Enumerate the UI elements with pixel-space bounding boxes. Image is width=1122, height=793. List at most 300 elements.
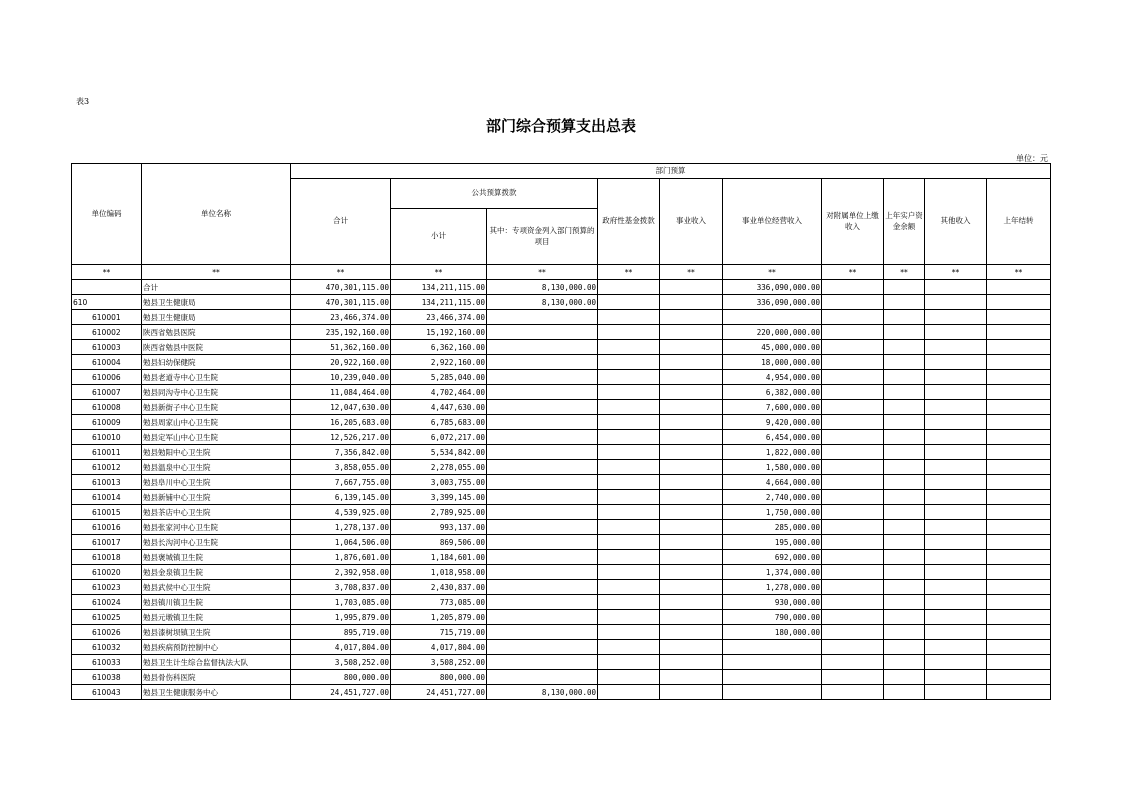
operating-income-cell: 336,090,000.00	[723, 295, 822, 310]
table-row	[72, 640, 1051, 655]
total-cell: 3,708,837.00	[291, 580, 391, 595]
operating-income-cell: 6,382,000.00	[723, 385, 822, 400]
gov-fund-cell	[598, 475, 660, 490]
operating-income-cell: 790,000.00	[723, 610, 822, 625]
operating-income-cell: 1,750,000.00	[723, 505, 822, 520]
prior-balance-cell	[884, 550, 925, 565]
carryover-cell	[987, 490, 1051, 505]
gov-fund-cell	[598, 685, 660, 700]
business-income-cell	[660, 310, 723, 325]
subtotal-cell: 1,205,879.00	[391, 610, 487, 625]
subtotal-cell: 6,072,217.00	[391, 430, 487, 445]
total-cell: 470,301,115.00	[291, 295, 391, 310]
gov-fund-cell	[598, 400, 660, 415]
special-funds-cell	[487, 625, 598, 640]
gov-fund-cell	[598, 610, 660, 625]
business-income-cell	[660, 355, 723, 370]
unit-name-cell: 陕西省勉县中医院	[142, 340, 291, 355]
other-income-cell	[925, 280, 987, 295]
marker-cell: **	[142, 265, 291, 280]
special-funds-cell	[487, 670, 598, 685]
table-row	[72, 340, 1051, 355]
marker-cell: **	[884, 265, 925, 280]
subtotal-cell: 3,003,755.00	[391, 475, 487, 490]
business-income-cell	[660, 490, 723, 505]
operating-income-cell: 285,000.00	[723, 520, 822, 535]
subtotal-cell: 800,000.00	[391, 670, 487, 685]
other-income-cell	[925, 520, 987, 535]
carryover-cell	[987, 430, 1051, 445]
unit-code-cell: 610016	[72, 520, 142, 535]
subtotal-cell: 6,785,683.00	[391, 415, 487, 430]
operating-income-cell: 7,600,000.00	[723, 400, 822, 415]
header-special-funds: 其中：专项资金列入部门预算的项目	[487, 209, 598, 265]
other-income-cell	[925, 580, 987, 595]
unit-name-cell: 勉县褒城镇卫生院	[142, 550, 291, 565]
other-income-cell	[925, 475, 987, 490]
affiliated-income-cell	[822, 310, 884, 325]
carryover-cell	[987, 325, 1051, 340]
table-row	[72, 490, 1051, 505]
header-business-income: 事业收入	[660, 179, 723, 265]
gov-fund-cell	[598, 670, 660, 685]
gov-fund-cell	[598, 550, 660, 565]
prior-balance-cell	[884, 355, 925, 370]
carryover-cell	[987, 415, 1051, 430]
business-income-cell	[660, 280, 723, 295]
business-income-cell	[660, 445, 723, 460]
subtotal-cell: 4,017,804.00	[391, 640, 487, 655]
marker-cell: **	[723, 265, 822, 280]
business-income-cell	[660, 460, 723, 475]
total-cell: 1,703,085.00	[291, 595, 391, 610]
table-row	[72, 310, 1051, 325]
special-funds-cell	[487, 565, 598, 580]
business-income-cell	[660, 580, 723, 595]
affiliated-income-cell	[822, 655, 884, 670]
special-funds-cell: 8,130,000.00	[487, 280, 598, 295]
table-row	[72, 460, 1051, 475]
total-cell: 470,301,115.00	[291, 280, 391, 295]
other-income-cell	[925, 355, 987, 370]
unit-code-cell: 610006	[72, 370, 142, 385]
affiliated-income-cell	[822, 445, 884, 460]
gov-fund-cell	[598, 325, 660, 340]
operating-income-cell: 18,000,000.00	[723, 355, 822, 370]
other-income-cell	[925, 535, 987, 550]
unit-code-cell: 610001	[72, 310, 142, 325]
unit-name-cell: 勉县金泉镇卫生院	[142, 565, 291, 580]
prior-balance-cell	[884, 640, 925, 655]
prior-balance-cell	[884, 670, 925, 685]
subtotal-cell: 1,184,601.00	[391, 550, 487, 565]
other-income-cell	[925, 610, 987, 625]
operating-income-cell	[723, 685, 822, 700]
subtotal-cell: 134,211,115.00	[391, 295, 487, 310]
prior-balance-cell	[884, 655, 925, 670]
header-subtotal: 小计	[391, 209, 487, 265]
unit-label: 单位：元	[1016, 154, 1048, 163]
special-funds-cell	[487, 370, 598, 385]
table-row	[72, 655, 1051, 670]
table-row	[72, 625, 1051, 640]
other-income-cell	[925, 445, 987, 460]
total-cell: 12,526,217.00	[291, 430, 391, 445]
unit-code-cell: 610	[72, 295, 142, 310]
operating-income-cell: 1,822,000.00	[723, 445, 822, 460]
table-row	[72, 355, 1051, 370]
affiliated-income-cell	[822, 580, 884, 595]
operating-income-cell: 9,420,000.00	[723, 415, 822, 430]
total-cell: 11,084,464.00	[291, 385, 391, 400]
subtotal-cell: 869,506.00	[391, 535, 487, 550]
operating-income-cell: 336,090,000.00	[723, 280, 822, 295]
prior-balance-cell	[884, 310, 925, 325]
gov-fund-cell	[598, 295, 660, 310]
other-income-cell	[925, 670, 987, 685]
total-cell: 4,539,925.00	[291, 505, 391, 520]
subtotal-cell: 24,451,727.00	[391, 685, 487, 700]
carryover-cell	[987, 310, 1051, 325]
unit-name-cell: 勉县妇幼保健院	[142, 355, 291, 370]
total-cell: 7,667,755.00	[291, 475, 391, 490]
gov-fund-cell	[598, 505, 660, 520]
operating-income-cell: 1,374,000.00	[723, 565, 822, 580]
carryover-cell	[987, 685, 1051, 700]
unit-code-cell	[72, 280, 142, 295]
subtotal-cell: 2,922,160.00	[391, 355, 487, 370]
operating-income-cell: 180,000.00	[723, 625, 822, 640]
marker-cell: **	[822, 265, 884, 280]
table-row	[72, 505, 1051, 520]
gov-fund-cell	[598, 340, 660, 355]
unit-name-cell: 勉县卫生健康局	[142, 295, 291, 310]
other-income-cell	[925, 340, 987, 355]
operating-income-cell: 2,740,000.00	[723, 490, 822, 505]
gov-fund-cell	[598, 655, 660, 670]
unit-code-cell: 610024	[72, 595, 142, 610]
total-cell: 6,139,145.00	[291, 490, 391, 505]
table-row	[72, 430, 1051, 445]
unit-code-cell: 610032	[72, 640, 142, 655]
unit-name-cell: 勉县新街子中心卫生院	[142, 400, 291, 415]
unit-name-cell: 勉县元墩镇卫生院	[142, 610, 291, 625]
carryover-cell	[987, 400, 1051, 415]
unit-name-cell: 陕西省勉县医院	[142, 325, 291, 340]
affiliated-income-cell	[822, 685, 884, 700]
unit-code-cell: 610011	[72, 445, 142, 460]
total-cell: 20,922,160.00	[291, 355, 391, 370]
unit-code-cell: 610014	[72, 490, 142, 505]
table-row	[72, 535, 1051, 550]
carryover-cell	[987, 655, 1051, 670]
special-funds-cell: 8,130,000.00	[487, 685, 598, 700]
budget-table	[71, 163, 1051, 700]
special-funds-cell: 8,130,000.00	[487, 295, 598, 310]
unit-code-cell: 610010	[72, 430, 142, 445]
table-header	[72, 164, 1051, 265]
carryover-cell	[987, 460, 1051, 475]
marker-cell: **	[987, 265, 1051, 280]
carryover-cell	[987, 565, 1051, 580]
business-income-cell	[660, 535, 723, 550]
affiliated-income-cell	[822, 535, 884, 550]
gov-fund-cell	[598, 445, 660, 460]
gov-fund-cell	[598, 565, 660, 580]
other-income-cell	[925, 295, 987, 310]
unit-code-cell: 610018	[72, 550, 142, 565]
total-cell: 10,239,040.00	[291, 370, 391, 385]
prior-balance-cell	[884, 280, 925, 295]
marker-cell: **	[598, 265, 660, 280]
affiliated-income-cell	[822, 430, 884, 445]
total-cell: 12,047,630.00	[291, 400, 391, 415]
total-cell: 1,995,879.00	[291, 610, 391, 625]
unit-code-cell: 610009	[72, 415, 142, 430]
other-income-cell	[925, 460, 987, 475]
subtotal-cell: 2,430,837.00	[391, 580, 487, 595]
table-row	[72, 595, 1051, 610]
unit-name-cell: 勉县长沟河中心卫生院	[142, 535, 291, 550]
carryover-cell	[987, 370, 1051, 385]
subtotal-cell: 2,278,055.00	[391, 460, 487, 475]
affiliated-income-cell	[822, 640, 884, 655]
prior-balance-cell	[884, 475, 925, 490]
total-cell: 4,017,804.00	[291, 640, 391, 655]
carryover-cell	[987, 580, 1051, 595]
subtotal-cell: 5,285,040.00	[391, 370, 487, 385]
other-income-cell	[925, 505, 987, 520]
unit-name-cell: 勉县茶店中心卫生院	[142, 505, 291, 520]
total-cell: 24,451,727.00	[291, 685, 391, 700]
carryover-cell	[987, 445, 1051, 460]
subtotal-cell: 773,085.00	[391, 595, 487, 610]
other-income-cell	[925, 565, 987, 580]
operating-income-cell: 692,000.00	[723, 550, 822, 565]
business-income-cell	[660, 550, 723, 565]
header-unit-code: 单位编码	[72, 164, 142, 265]
special-funds-cell	[487, 610, 598, 625]
unit-code-cell: 610007	[72, 385, 142, 400]
header-other-income: 其他收入	[925, 179, 987, 265]
other-income-cell	[925, 310, 987, 325]
header-prior-balance: 上年实户资金余额	[884, 179, 925, 265]
gov-fund-cell	[598, 535, 660, 550]
prior-balance-cell	[884, 490, 925, 505]
subtotal-cell: 3,399,145.00	[391, 490, 487, 505]
business-income-cell	[660, 595, 723, 610]
total-cell: 2,392,958.00	[291, 565, 391, 580]
header-operating-income: 事业单位经营收入	[723, 179, 822, 265]
special-funds-cell	[487, 385, 598, 400]
operating-income-cell: 6,454,000.00	[723, 430, 822, 445]
other-income-cell	[925, 325, 987, 340]
prior-balance-cell	[884, 430, 925, 445]
affiliated-income-cell	[822, 550, 884, 565]
header-gov-fund: 政府性基金拨款	[598, 179, 660, 265]
total-cell: 895,719.00	[291, 625, 391, 640]
prior-balance-cell	[884, 400, 925, 415]
unit-name-cell: 勉县阜川中心卫生院	[142, 475, 291, 490]
total-cell: 1,064,506.00	[291, 535, 391, 550]
business-income-cell	[660, 640, 723, 655]
special-funds-cell	[487, 640, 598, 655]
carryover-cell	[987, 595, 1051, 610]
carryover-cell	[987, 505, 1051, 520]
business-income-cell	[660, 610, 723, 625]
gov-fund-cell	[598, 580, 660, 595]
affiliated-income-cell	[822, 595, 884, 610]
unit-code-cell: 610003	[72, 340, 142, 355]
gov-fund-cell	[598, 385, 660, 400]
table-row	[72, 400, 1051, 415]
unit-code-cell: 610038	[72, 670, 142, 685]
affiliated-income-cell	[822, 355, 884, 370]
table-row	[72, 325, 1051, 340]
prior-balance-cell	[884, 580, 925, 595]
affiliated-income-cell	[822, 325, 884, 340]
business-income-cell	[660, 370, 723, 385]
prior-balance-cell	[884, 685, 925, 700]
unit-name-cell: 勉县卫生健康局	[142, 310, 291, 325]
business-income-cell	[660, 340, 723, 355]
operating-income-cell: 220,000,000.00	[723, 325, 822, 340]
unit-code-cell: 610043	[72, 685, 142, 700]
unit-code-cell: 610013	[72, 475, 142, 490]
total-cell: 3,508,252.00	[291, 655, 391, 670]
other-income-cell	[925, 685, 987, 700]
unit-code-cell: 610020	[72, 565, 142, 580]
other-income-cell	[925, 595, 987, 610]
carryover-cell	[987, 295, 1051, 310]
operating-income-cell: 930,000.00	[723, 595, 822, 610]
carryover-cell	[987, 520, 1051, 535]
unit-name-cell: 勉县张家河中心卫生院	[142, 520, 291, 535]
special-funds-cell	[487, 430, 598, 445]
other-income-cell	[925, 370, 987, 385]
special-funds-cell	[487, 475, 598, 490]
affiliated-income-cell	[822, 400, 884, 415]
prior-balance-cell	[884, 460, 925, 475]
operating-income-cell	[723, 655, 822, 670]
marker-cell: **	[660, 265, 723, 280]
operating-income-cell	[723, 310, 822, 325]
total-cell: 1,278,137.00	[291, 520, 391, 535]
unit-code-cell: 610026	[72, 625, 142, 640]
unit-name-cell: 勉县漆树坝镇卫生院	[142, 625, 291, 640]
unit-name-cell: 勉县卫生计生综合监督执法大队	[142, 655, 291, 670]
prior-balance-cell	[884, 610, 925, 625]
gov-fund-cell	[598, 640, 660, 655]
unit-name-cell: 勉县温泉中心卫生院	[142, 460, 291, 475]
table-row	[72, 370, 1051, 385]
gov-fund-cell	[598, 280, 660, 295]
gov-fund-cell	[598, 490, 660, 505]
gov-fund-cell	[598, 460, 660, 475]
subtotal-cell: 5,534,842.00	[391, 445, 487, 460]
special-funds-cell	[487, 325, 598, 340]
subtotal-cell: 6,362,160.00	[391, 340, 487, 355]
special-funds-cell	[487, 535, 598, 550]
other-income-cell	[925, 415, 987, 430]
total-cell: 51,362,160.00	[291, 340, 391, 355]
business-income-cell	[660, 655, 723, 670]
subtotal-cell: 1,018,958.00	[391, 565, 487, 580]
table-row	[72, 445, 1051, 460]
affiliated-income-cell	[822, 490, 884, 505]
affiliated-income-cell	[822, 625, 884, 640]
unit-code-cell: 610008	[72, 400, 142, 415]
subtotal-cell: 4,702,464.00	[391, 385, 487, 400]
prior-balance-cell	[884, 625, 925, 640]
marker-cell: **	[487, 265, 598, 280]
unit-name-cell: 勉县定军山中心卫生院	[142, 430, 291, 445]
table-row	[72, 385, 1051, 400]
unit-name-cell: 勉县骨伤科医院	[142, 670, 291, 685]
unit-name-cell: 勉县新铺中心卫生院	[142, 490, 291, 505]
operating-income-cell: 45,000,000.00	[723, 340, 822, 355]
gov-fund-cell	[598, 430, 660, 445]
page-title: 部门综合预算支出总表	[485, 117, 636, 135]
special-funds-cell	[487, 310, 598, 325]
table-row	[72, 280, 1051, 295]
other-income-cell	[925, 625, 987, 640]
affiliated-income-cell	[822, 475, 884, 490]
table-row	[72, 610, 1051, 625]
header-dept-budget: 部门预算	[291, 164, 1051, 179]
total-cell: 800,000.00	[291, 670, 391, 685]
unit-code-cell: 610023	[72, 580, 142, 595]
header-public-budget: 公共预算拨款	[391, 179, 598, 209]
unit-name-cell: 合计	[142, 280, 291, 295]
operating-income-cell: 1,278,000.00	[723, 580, 822, 595]
special-funds-cell	[487, 415, 598, 430]
affiliated-income-cell	[822, 415, 884, 430]
other-income-cell	[925, 400, 987, 415]
carryover-cell	[987, 535, 1051, 550]
prior-balance-cell	[884, 325, 925, 340]
gov-fund-cell	[598, 310, 660, 325]
business-income-cell	[660, 625, 723, 640]
operating-income-cell: 4,664,000.00	[723, 475, 822, 490]
unit-name-cell: 勉县疾病预防控制中心	[142, 640, 291, 655]
prior-balance-cell	[884, 370, 925, 385]
special-funds-cell	[487, 580, 598, 595]
other-income-cell	[925, 385, 987, 400]
prior-balance-cell	[884, 295, 925, 310]
table-row	[72, 520, 1051, 535]
carryover-cell	[987, 625, 1051, 640]
business-income-cell	[660, 400, 723, 415]
business-income-cell	[660, 685, 723, 700]
other-income-cell	[925, 550, 987, 565]
header-total: 合计	[291, 179, 391, 265]
gov-fund-cell	[598, 415, 660, 430]
total-cell: 7,356,842.00	[291, 445, 391, 460]
subtotal-cell: 23,466,374.00	[391, 310, 487, 325]
marker-cell: **	[391, 265, 487, 280]
affiliated-income-cell	[822, 460, 884, 475]
prior-balance-cell	[884, 565, 925, 580]
table-row	[72, 685, 1051, 700]
carryover-cell	[987, 385, 1051, 400]
unit-name-cell: 勉县卫生健康服务中心	[142, 685, 291, 700]
unit-name-cell: 勉县老道寺中心卫生院	[142, 370, 291, 385]
carryover-cell	[987, 670, 1051, 685]
carryover-cell	[987, 355, 1051, 370]
carryover-cell	[987, 340, 1051, 355]
subtotal-cell: 134,211,115.00	[391, 280, 487, 295]
